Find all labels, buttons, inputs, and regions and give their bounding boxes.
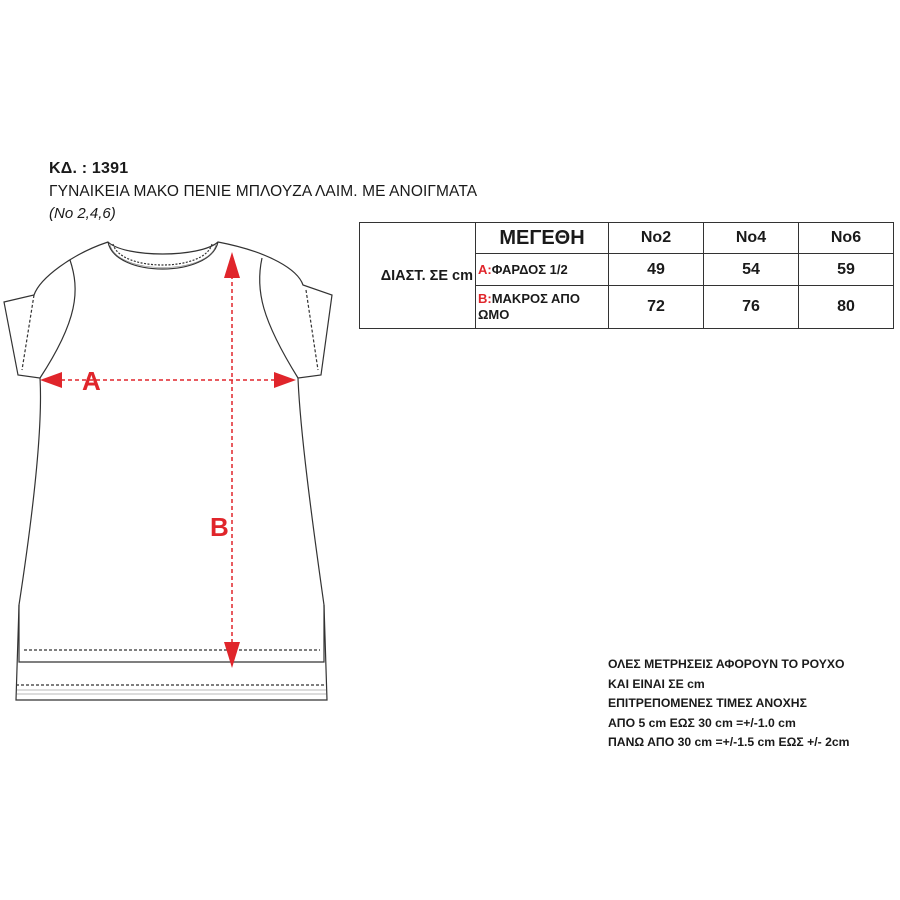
dimensions-label: ΔΙΑΣΤ. ΣΕ cm	[360, 223, 476, 329]
garment-diagram	[0, 230, 340, 705]
row-length-text: ΜΑΚΡΟΣ ΑΠΟ ΩΜΟ	[478, 291, 580, 322]
size-no4-header: No4	[704, 223, 799, 254]
note-line: ΟΛΕΣ ΜΕΤΡΗΣΕΙΣ ΑΦΟΡΟΥΝ ΤΟ ΡΟΥΧΟ	[608, 657, 845, 671]
size-chart-table	[359, 222, 894, 329]
product-code: ΚΔ. : 1391	[49, 160, 129, 177]
note-line: ΕΠΙΤΡΕΠΟΜΕΝΕΣ ΤΙΜΕΣ ΑΝΟΧΗΣ	[608, 696, 807, 710]
note-line: ΑΠΟ 5 cm ΕΩΣ 30 cm =+/-1.0 cm	[608, 715, 796, 730]
note-line: ΚΑΙ ΕΙΝΑΙ ΣΕ cm	[608, 676, 705, 691]
row-width-label	[476, 254, 609, 286]
row-width-text: ΦΑΡΔΟΣ 1/2	[491, 261, 568, 277]
size-no6-header: No6	[799, 223, 894, 254]
marker-a-label: A	[82, 366, 101, 396]
row-length-letter: B:	[478, 291, 492, 306]
sizes-range: (No 2,4,6)	[49, 205, 116, 222]
sizes-header: ΜΕΓΕΘΗ	[476, 223, 609, 254]
length-no6: 80	[799, 286, 894, 329]
row-width-letter: A:	[478, 261, 492, 277]
width-no2: 49	[609, 254, 704, 286]
product-description: ΓΥΝΑΙΚΕΙΑ ΜΑΚΟ ΠΕΝΙΕ ΜΠΛΟΥΖΑ ΛΑΙΜ. ΜΕ ΑΝΟΙΓΜΑΤΑ	[49, 183, 478, 200]
marker-b-label: B	[210, 512, 229, 542]
length-no4: 76	[704, 286, 799, 329]
tshirt-outline	[4, 242, 332, 700]
size-no2-header: No2	[609, 223, 704, 254]
width-no4: 54	[704, 254, 799, 286]
row-length-label	[476, 286, 609, 329]
length-no2: 72	[609, 286, 704, 329]
width-no6: 59	[799, 254, 894, 286]
tolerance-notes	[608, 655, 849, 753]
note-line: ΠΑΝΩ ΑΠΟ 30 cm =+/-1.5 cm ΕΩΣ +/- 2cm	[608, 735, 850, 749]
product-header	[49, 158, 477, 225]
